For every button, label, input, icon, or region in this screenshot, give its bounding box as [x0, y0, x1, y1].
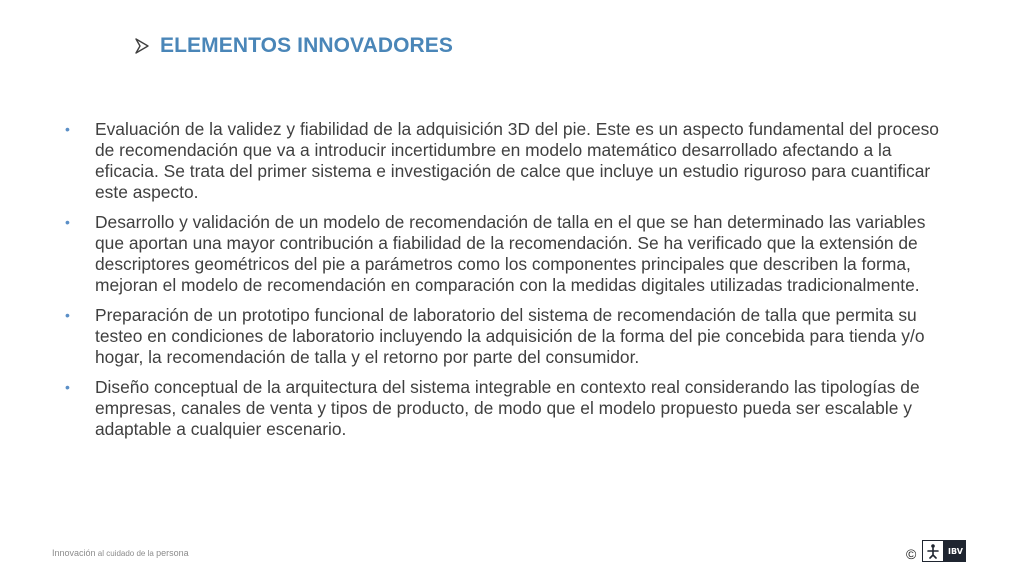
footer-tagline	[52, 548, 189, 558]
slide-title: ELEMENTOS INNOVADORES	[160, 34, 454, 57]
bullet-marker: •	[65, 214, 70, 230]
list-item	[60, 119, 940, 203]
bullet-marker: •	[65, 307, 70, 323]
bullet-text: Evaluación de la validez y fiabilidad de la adquisición 3D del pie. Este es un aspecto fundamental del proceso de recomendación que va a introducir incertidumbre en modelo matemático desarrollado afectando a la eficacia. Se trata del primer sistema e investigación de calce que incluye un estudio riguroso para cuantificar este aspecto.	[95, 119, 939, 202]
bullet-marker: •	[65, 379, 70, 395]
bullet-text: Desarrollo y validación de un modelo de recomendación de talla en el que se han determinado las variables que aportan una mayor contribución a fiabilidad de la recomendación. Se ha verificado que la extensión de descriptores geométricos del pie a parámetros como los componentes principales que describen la forma, mejoran el modelo de recomendación en comparación con la medidas digitales utilizadas tradicionalmente.	[95, 212, 926, 295]
list-item	[60, 377, 940, 440]
footer-word-persona: persona	[156, 548, 189, 558]
footer-word-cuidado: al cuidado de la	[97, 549, 154, 558]
slide-heading	[134, 34, 453, 58]
list-item	[60, 305, 940, 368]
bullet-text: Diseño conceptual de la arquitectura del sistema integrable en contexto real considerando las tipologías de empresas, canales de venta y tipos de producto, de modo que el modelo propuesto pueda ser escalable y adaptable a cualquier escenario.	[95, 377, 920, 439]
footer-word-innovacion: Innovación	[52, 548, 96, 558]
ibv-logo-icon	[922, 540, 944, 562]
ibv-logo	[922, 540, 966, 562]
bullet-text: Preparación de un prototipo funcional de laboratorio del sistema de recomendación de talla que permita su testeo en condiciones de laboratorio incluyendo la adquisición de la forma del pie concebida para tienda y/o hogar, la recomendación de talla y el retorno por parte del consumidor.	[95, 305, 925, 367]
list-item	[60, 212, 940, 296]
bullet-marker: •	[65, 121, 70, 137]
arrow-right-icon	[134, 38, 150, 54]
ibv-logo-text: IBV	[948, 546, 963, 556]
bullet-list	[60, 119, 940, 449]
copyright-symbol: ©	[906, 546, 917, 562]
